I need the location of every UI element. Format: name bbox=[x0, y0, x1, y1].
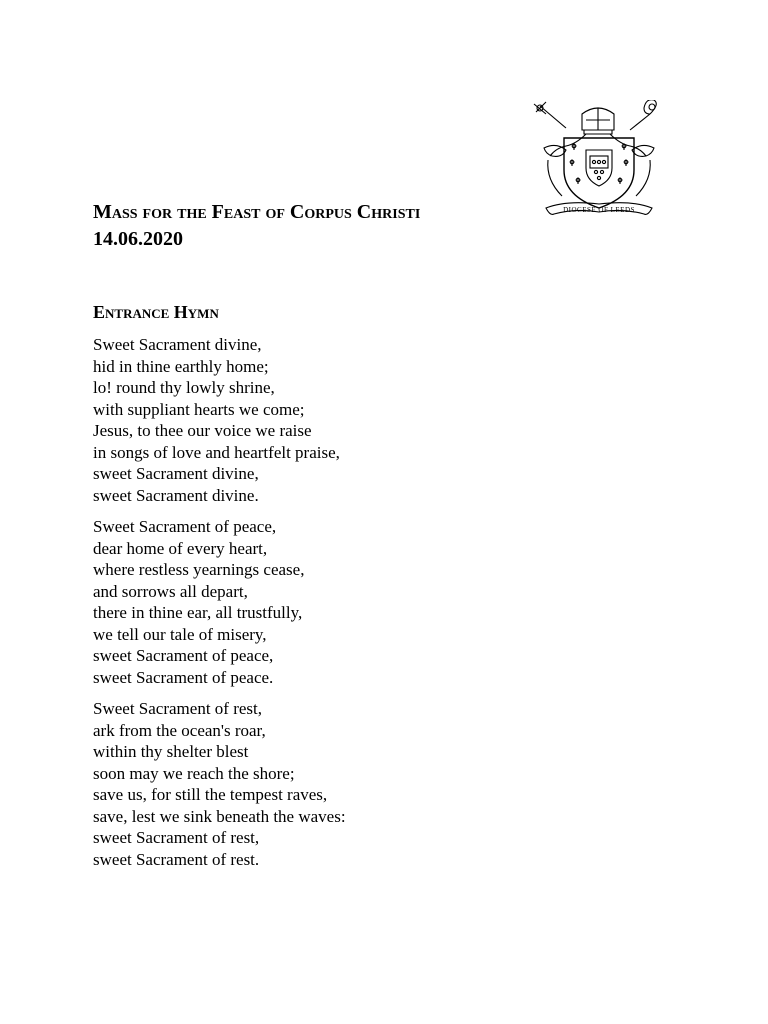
verse-line: with suppliant hearts we come; bbox=[93, 399, 305, 419]
verse-line: sweet Sacrament of rest, bbox=[93, 828, 260, 847]
verse-line: Sweet Sacrament of peace, bbox=[93, 517, 277, 536]
verse-line: within thy shelter blest bbox=[93, 742, 249, 761]
verse-line: soon may we reach the shore; bbox=[93, 763, 295, 783]
hymn-verse-3 bbox=[93, 698, 533, 870]
hymn-verse-2 bbox=[93, 516, 533, 688]
title-block bbox=[93, 199, 420, 253]
verse-line: sweet Sacrament of peace. bbox=[93, 667, 274, 687]
diocesan-coat-of-arms-icon bbox=[526, 100, 672, 222]
hymn-verse-1 bbox=[93, 334, 533, 506]
section-heading: Entrance Hymn bbox=[93, 302, 219, 322]
verse-line: where restless yearnings cease, bbox=[93, 560, 305, 579]
document-date: 14.06.2020 bbox=[93, 228, 183, 250]
verse-line: and sorrows all depart, bbox=[93, 581, 248, 601]
verse-line: there in thine ear, all trustfully, bbox=[93, 603, 303, 622]
verse-line: in songs of love and heartfelt praise, bbox=[93, 442, 340, 462]
verse-line: Sweet Sacrament of rest, bbox=[93, 699, 262, 718]
verse-line: hid in thine earthly home; bbox=[93, 356, 269, 376]
verse-line: Jesus, to thee our voice we raise bbox=[93, 421, 312, 440]
verse-line: dear home of every heart, bbox=[93, 538, 268, 558]
verse-line: sweet Sacrament of peace, bbox=[93, 646, 274, 665]
verse-line: lo! round thy lowly shrine, bbox=[93, 378, 275, 397]
verse-line: save, lest we sink beneath the waves: bbox=[93, 806, 346, 826]
verse-line: save us, for still the tempest raves, bbox=[93, 785, 328, 804]
verse-line: ark from the ocean's roar, bbox=[93, 720, 266, 740]
page-title: Mass for the Feast of Corpus Christi bbox=[93, 201, 421, 223]
verse-line: we tell our tale of misery, bbox=[93, 624, 267, 644]
verse-line: sweet Sacrament of rest. bbox=[93, 849, 260, 869]
entrance-hymn-section bbox=[93, 300, 533, 880]
crest-motto: DIOCESE OF LEEDS bbox=[563, 206, 635, 214]
verse-line: sweet Sacrament divine, bbox=[93, 464, 259, 483]
verse-line: Sweet Sacrament divine, bbox=[93, 335, 262, 354]
verse-line: sweet Sacrament divine. bbox=[93, 485, 259, 505]
